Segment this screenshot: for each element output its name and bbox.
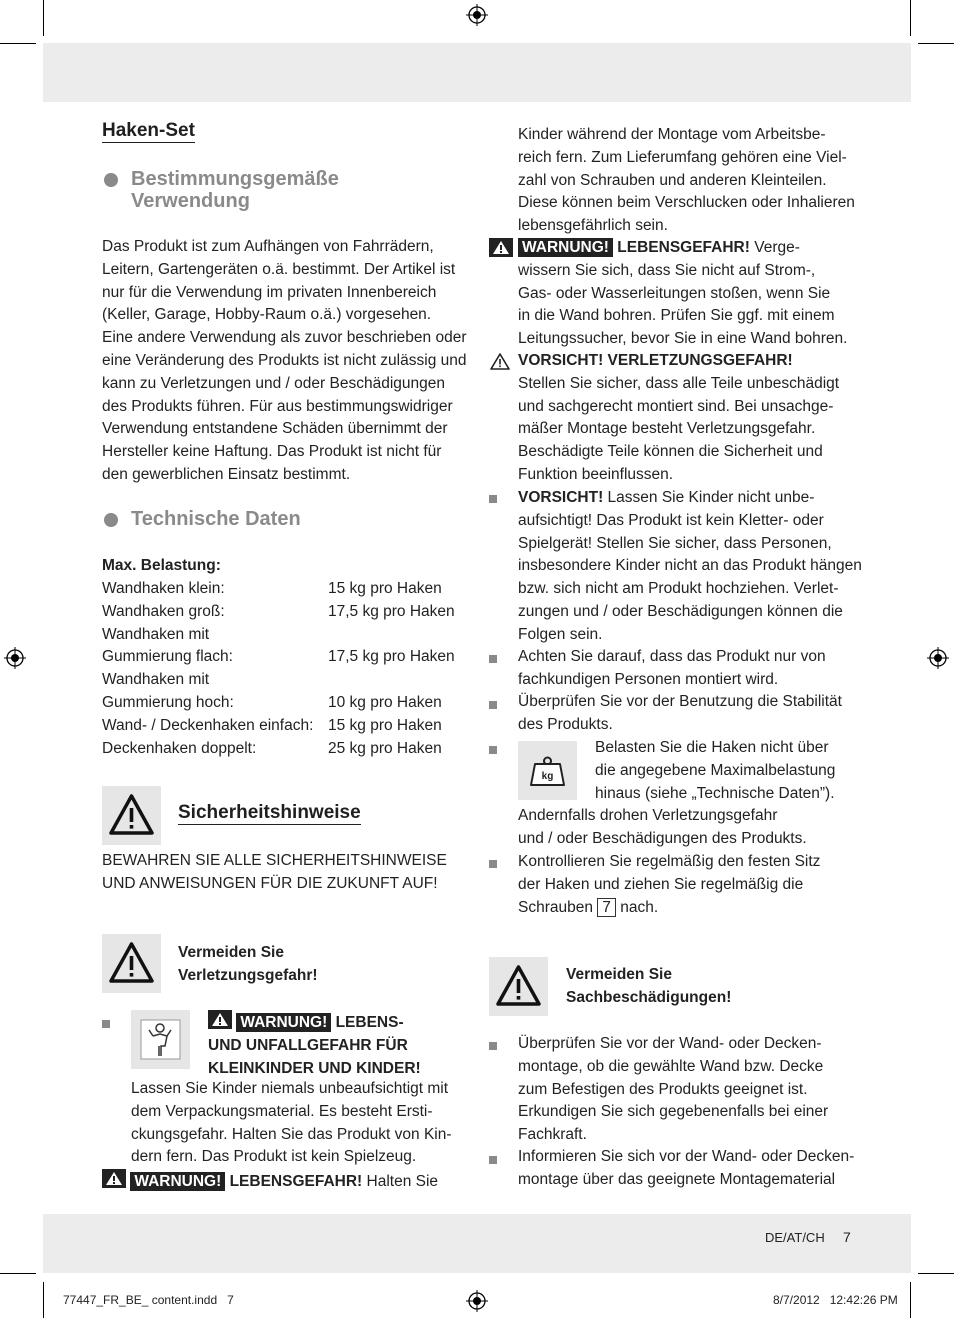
page-number: 7 — [843, 1229, 851, 1245]
warnung-tag: WARNUNG! — [236, 1013, 331, 1032]
slug-filename: 77447_FR_BE_ content.indd 7 — [63, 1293, 234, 1307]
list-bullet — [489, 1156, 497, 1164]
section-bullet — [104, 173, 118, 187]
warning-triangle-icon — [208, 1010, 232, 1029]
vorsicht-injury: VORSICHT! VERLETZUNGSGEFAHR! Stellen Sie sicher, dass alle Teile unbeschädigt und sachgerecht montiert sind. Bei unsachge- mäßer Montage besteht Verletzungsgefahr. Beschädigte Teile können die Sicherheit und Funktion beeinflussen. — [518, 352, 840, 483]
max-load-heading: Max. Belastung: — [102, 557, 221, 574]
crop-mark — [43, 1282, 44, 1318]
weight-icon-box — [518, 741, 577, 800]
footer-locale: DE/AT/CH — [765, 1230, 825, 1245]
tech-table: Wandhaken klein: 15 kg pro Haken Wandhaken groß: 17,5 kg pro Haken Wandhaken mit Gummierung flach: 17,5 kg pro Haken Wandhaken mit Gummierung hoch: 10 kg pro Haken Wand- / Deckenhaken einfach: 15 kg pro Haken Deckenhaken doppelt: 25 kg pro Haken — [102, 580, 455, 757]
usage-paragraph: Das Produkt ist zum Aufhängen von Fahrrädern, Leitern, Gartengeräten o.ä. bestimmt. Der Artikel ist nur für die Verwendung im privaten Innenbereich (Keller, Garage, Hobby-Raum o.ä.) vorgesehen. Eine andere Verwendung als zuvor beschrieben oder eine Veränderung des Produkts ist nicht zulässig und kann zu Verletzungen und / oder Beschädigungen des Produkts führen. Für aus bestimmungswidriger Verwendung entstandene Schäden übernimmt der Hersteller keine Haftung. Das Produkt ist nicht für den gewerblichen Einsatz bestimmt. — [102, 238, 467, 483]
list-bullet — [489, 860, 497, 868]
list-bullet — [102, 1020, 110, 1028]
slug-date: 8/7/2012 12:42:26 PM — [773, 1293, 898, 1307]
child-warning-heading: WARNUNG! LEBENS- UND UNFALLGEFAHR FÜR KLEINKINDER UND KINDER! — [208, 1010, 421, 1080]
registration-mark-icon — [466, 4, 488, 26]
warnung-tag: WARNUNG! — [518, 238, 613, 257]
warning-box — [489, 957, 548, 1016]
list-bullet — [489, 1042, 497, 1050]
warning-triangle-icon — [102, 786, 161, 845]
section-title-usage: Bestimmungsgemäße Verwendung — [131, 168, 339, 212]
belasten-text: Andernfalls drohen Verletzungsgefahr und / oder Beschädigungen des Produkts. — [518, 807, 807, 847]
section-bullet — [104, 513, 118, 527]
caution-triangle-icon — [489, 352, 511, 371]
weight-icon — [518, 741, 577, 800]
crop-mark — [910, 1282, 911, 1318]
child-icon-box — [131, 1010, 190, 1069]
header-band — [43, 43, 911, 102]
crop-mark — [0, 43, 36, 44]
crop-mark — [0, 1273, 36, 1274]
child-warning-text: Lassen Sie Kinder niemals unbeaufsichtigt mit dem Verpackungsmaterial. Es besteht Ersti- ckungsgefahr. Halten Sie das Produkt von Kin- dern fern. Das Produkt ist kein Spielzeug. — [131, 1080, 452, 1166]
crop-mark — [918, 43, 954, 44]
crop-mark — [910, 0, 911, 36]
kg-label: kg — [541, 771, 554, 782]
warning-box — [102, 786, 161, 845]
lebensgefahr-left: WARNUNG! LEBENSGEFAHR! Halten Sie — [102, 1169, 438, 1194]
list-bullet — [489, 746, 497, 754]
warning-box — [102, 934, 161, 993]
list-bullet — [489, 495, 497, 503]
warning-triangle-icon — [102, 1169, 126, 1188]
list-item-stabilitaet: Überprüfen Sie vor der Benutzung die Stabilität des Produkts. — [518, 693, 842, 733]
lebensgefahr-right: WARNUNG! LEBENSGEFAHR! Verge- wissern Sie sich, dass Sie nicht auf Strom-, Gas- oder Wasserleitungen stoßen, wenn Sie in die Wand bohren. Prüfen Sie ggf. mit einem Leitungssucher, bevor Sie in eine Wand bohren. — [518, 239, 848, 348]
page-title: Haken-Set — [102, 120, 195, 141]
section-title-tech: Technische Daten — [131, 508, 301, 530]
crop-mark — [43, 0, 44, 36]
list-bullet — [489, 701, 497, 709]
list-bullet — [489, 655, 497, 663]
safety-title: Sicherheitshinweise — [178, 802, 361, 823]
list-item-pruefen: Überprüfen Sie vor der Wand- oder Decken- montage, ob die gewählte Wand bzw. Decke zum Befestigen des Produkts geeignet ist. Erkundigen Sie sich gegebenenfalls bei einer Fachkraft. — [518, 1035, 829, 1144]
warning-triangle-icon — [102, 934, 161, 993]
list-item-kontrolle: Kontrollieren Sie regelmäßig den festen Sitz der Haken und ziehen Sie regelmäßig die Schrauben 7 nach. — [518, 853, 821, 916]
registration-mark-icon — [4, 647, 26, 669]
injury-heading: Vermeiden Sie Verletzungsgefahr! — [178, 944, 318, 984]
part-number-box: 7 — [597, 898, 616, 917]
warnung-tag: WARNUNG! — [130, 1172, 225, 1191]
belasten-icon-text: Belasten Sie die Haken nicht über die angegebene Maximalbelastung hinaus (siehe „Technische Daten”). — [595, 739, 836, 802]
child-hazard-icon — [131, 1010, 190, 1069]
registration-mark-icon — [466, 1290, 488, 1312]
list-item-informieren: Informieren Sie sich vor der Wand- oder Decken- montage über das geeignete Montagematerial — [518, 1148, 855, 1188]
registration-mark-icon — [927, 647, 949, 669]
safety-caps: BEWAHREN SIE ALLE SICHERHEITSHINWEISE UND ANWEISUNGEN FÜR DIE ZUKUNFT AUF! — [102, 852, 447, 892]
vorsicht-children: VORSICHT! Lassen Sie Kinder nicht unbe- aufsichtigt! Das Produkt ist kein Kletter- oder Spielgerät! Stellen Sie sicher, dass Personen, insbesondere Kinder nicht an das Produkt hängen bzw. sich nicht am Produkt hochziehen. Verlet- zungen und / oder Beschädigungen können die Folgen sein. — [518, 489, 862, 643]
damage-heading: Vermeiden Sie Sachbeschädigungen! — [566, 966, 732, 1006]
list-item-fachkundig: Achten Sie darauf, dass das Produkt nur von fachkundigen Personen montiert wird. — [518, 648, 826, 688]
warning-triangle-icon — [489, 957, 548, 1016]
warning-triangle-icon — [489, 238, 513, 257]
crop-mark — [918, 1273, 954, 1274]
right-top-paragraph: Kinder während der Montage vom Arbeitsbe- reich fern. Zum Lieferumfang gehören eine Viel- zahl von Schrauben und anderen Kleinteilen. Diese können beim Verschlucken oder Inhalieren lebensgefährlich sein. — [518, 126, 855, 235]
